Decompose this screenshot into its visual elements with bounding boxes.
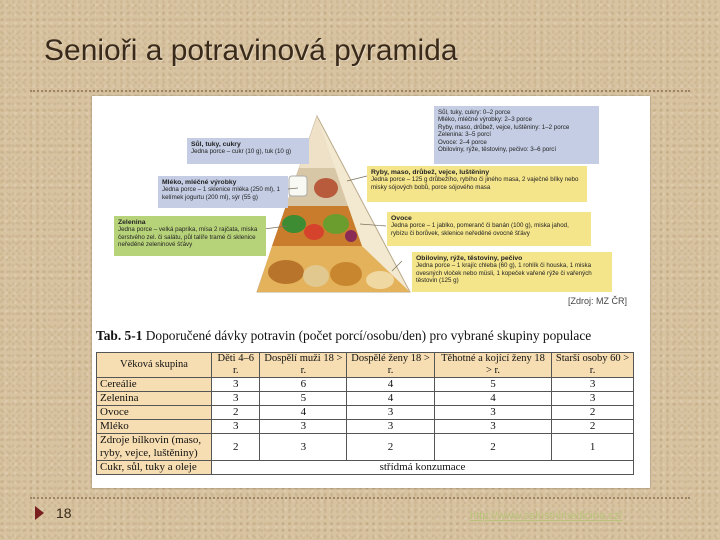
table-cell: 4 <box>434 392 551 406</box>
meat-text: Jedna porce – 125 g drůbežího, rybího či jiného masa, 2 vaječné bílky nebo misky sójových bobů, porce sójového masa <box>371 176 579 191</box>
veg-box <box>114 216 266 256</box>
row-label: Cukr, sůl, tuky a oleje <box>97 461 212 475</box>
legend-summary-line: Obiloviny, rýže, těstoviny, pečivo: 3–6 porcí <box>438 146 557 154</box>
legend-summary-line: Ryby, maso, drůbež, vejce, luštěniny: 1–2 porce <box>438 123 570 131</box>
table-header: Dospělé ženy 18 > r. <box>347 353 435 378</box>
fruit-title: Ovoce <box>391 215 412 222</box>
bottom-divider <box>30 497 690 499</box>
table-row <box>97 378 634 392</box>
table-title-text: Doporučené dávky potravin (počet porcí/osobu/den) pro vybrané skupiny populace <box>145 328 592 343</box>
grain-box <box>412 252 612 292</box>
table-cell: 2 <box>212 406 260 420</box>
row-label: Zelenina <box>97 392 212 406</box>
legend-summary-line: Zelenina: 3–5 porcí <box>438 131 491 139</box>
salt-box <box>187 138 309 164</box>
row-label: Ovoce <box>97 406 212 420</box>
table-row <box>97 406 634 420</box>
fruit-box <box>387 212 591 246</box>
source-link[interactable]: http://www.celostnimedicina.cz/ <box>470 510 623 522</box>
table-cell: 3 <box>434 406 551 420</box>
legend-summary-line: Sůl, tuky, cukry: 0–2 porce <box>438 109 511 116</box>
table-cell: 3 <box>434 420 551 434</box>
slide-title: Senioři a potravinová pyramida <box>44 34 458 67</box>
bread-icon <box>268 260 304 284</box>
rice-icon <box>303 265 329 287</box>
table-cell: 2 <box>434 434 551 461</box>
vegetable-icon <box>282 215 306 233</box>
table-cell: 3 <box>260 434 347 461</box>
row-label: Cereálie <box>97 378 212 392</box>
table-cell: 3 <box>347 406 435 420</box>
legend-summary-box <box>434 106 599 164</box>
grape-icon <box>345 230 357 242</box>
top-divider <box>30 90 690 92</box>
milk-text: Jedna porce – 1 sklenice mléka (250 ml), 1 kelímek jogurtu (200 ml), sýr (55 g) <box>162 186 280 201</box>
salt-text: Jedna porce – cukr (10 g), tuk (10 g) <box>191 148 292 156</box>
table-header: Dospělí muži 18 > r. <box>260 353 347 378</box>
table-cell: 2 <box>552 406 634 420</box>
table-row <box>97 434 634 461</box>
row-label: Zdroje bílkovin (maso, ryby, vejce, luštěniny) <box>97 434 212 461</box>
milk-bottle-icon <box>289 176 307 196</box>
meat-icon <box>314 178 338 198</box>
table-row <box>97 392 634 406</box>
table-cell: 6 <box>260 378 347 392</box>
legend-summary-line: Ovoce: 2–4 porce <box>438 138 487 146</box>
slide-arrow-icon <box>35 506 44 520</box>
slide-number: 18 <box>56 505 72 521</box>
row-label: Mléko <box>97 420 212 434</box>
meat-box <box>367 166 587 202</box>
table-cell: 5 <box>260 392 347 406</box>
table-cell: 3 <box>212 420 260 434</box>
meat-title: Ryby, maso, drůbež, vejce, luštěniny <box>371 169 490 176</box>
table-cell: 4 <box>260 406 347 420</box>
veg-text: Jedna porce – velká paprika, mísa 2 rajčata, miska čerstvého zel. či salátu, půl talíře tramé či sklenice neředěné zeleninové šťávy <box>118 226 258 249</box>
table-header: Věková skupina <box>97 353 212 378</box>
milk-title: Mléko, mléčné výrobky <box>162 179 237 186</box>
table-cell: 4 <box>347 392 435 406</box>
veg-title: Zelenina <box>118 219 146 226</box>
legend-summary-line: Mléko, mléčné výrobky: 2–3 porce <box>438 116 532 124</box>
apple-icon <box>323 214 349 234</box>
table-header: Děti 4–6 r. <box>212 353 260 378</box>
table-header: Těhotné a kojící ženy 18 > r. <box>434 353 551 378</box>
table-cell: 2 <box>212 434 260 461</box>
source-note: [Zdroj: MZ ČR] <box>568 296 628 306</box>
fruit-text: Jedna porce – 1 jablko, pomeranč či banán (100 g), miska jahod, rybízu či borůvek, sklenice neředěné ovocné šťávy <box>391 222 569 237</box>
slide-content-image <box>92 96 650 488</box>
bun-icon <box>330 262 362 286</box>
table-cell: 3 <box>552 392 634 406</box>
milk-box <box>158 176 288 208</box>
table-cell: 5 <box>434 378 551 392</box>
grain-text: Jedna porce – 1 krajíc chleba (60 g), 1 rohlík či houska, 1 miska ovesných vloček nebo müsli, 1 kopeček vařené rýže či vařených těstovin (125 g) <box>416 262 592 285</box>
table-header: Starší osoby 60 > r. <box>552 353 634 378</box>
table-cell: 2 <box>347 434 435 461</box>
table-title <box>96 328 646 344</box>
table-cell: 3 <box>212 392 260 406</box>
table-cell: 3 <box>212 378 260 392</box>
table-row <box>97 420 634 434</box>
table-cell: 3 <box>347 420 435 434</box>
salt-title: Sůl, tuky, cukry <box>191 141 241 148</box>
table-header-row <box>97 353 634 378</box>
table-cell: 2 <box>552 420 634 434</box>
tomato-icon <box>304 224 324 240</box>
table-cell: 4 <box>347 378 435 392</box>
table-row <box>97 461 634 475</box>
table-cell: 3 <box>552 378 634 392</box>
portions-table <box>96 352 634 475</box>
table-label: Tab. 5-1 <box>96 328 143 343</box>
table-cell-merged: střídmá konzumace <box>212 461 634 475</box>
table-cell: 1 <box>552 434 634 461</box>
table-cell: 3 <box>260 420 347 434</box>
pasta-icon <box>366 271 394 289</box>
grain-title: Obiloviny, rýže, těstoviny, pečivo <box>416 255 523 262</box>
